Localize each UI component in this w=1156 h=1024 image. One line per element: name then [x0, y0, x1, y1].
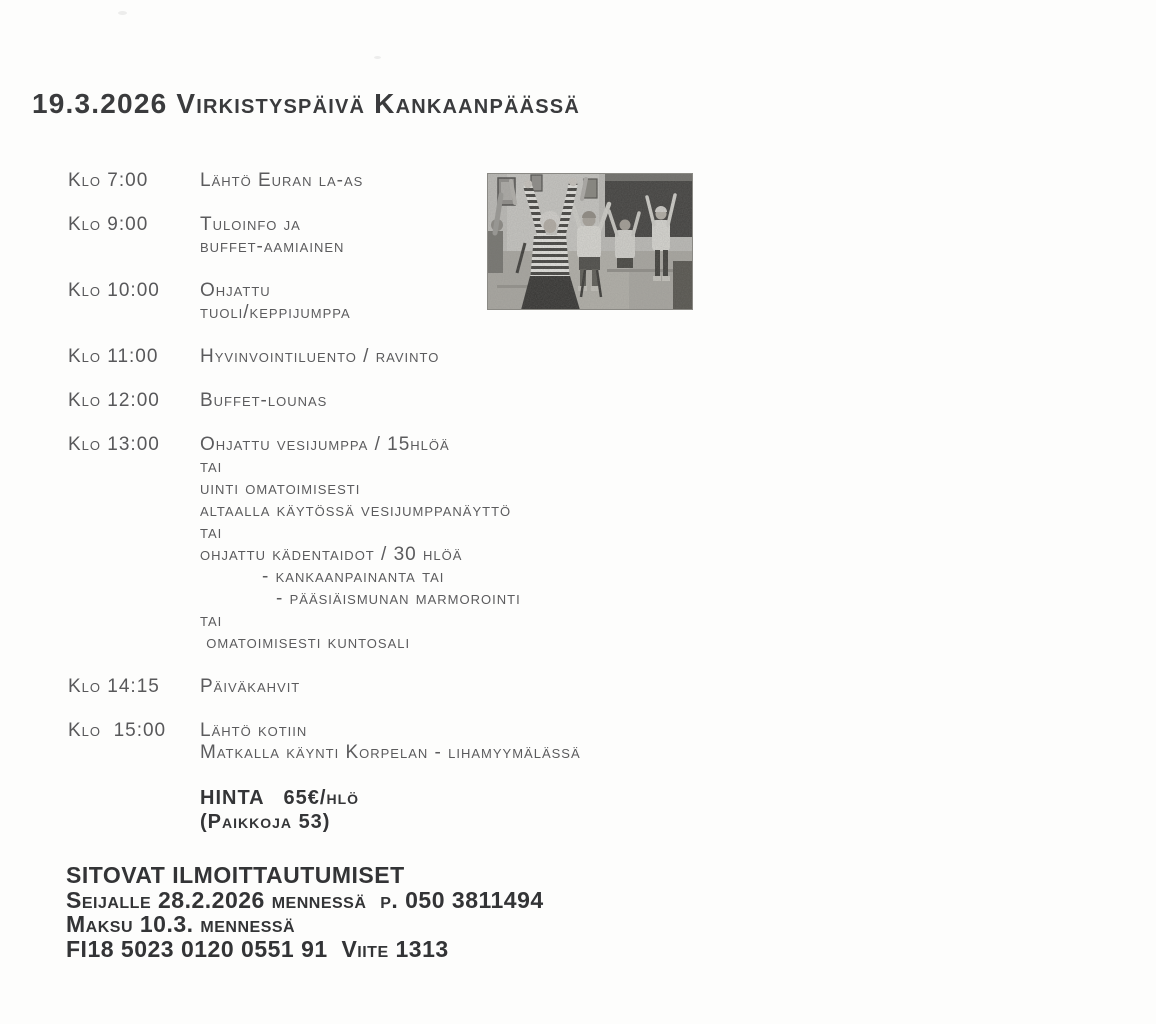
price-line: HINTA 65€/hlö: [200, 787, 360, 809]
schedule-time: Klo 12:00: [68, 390, 160, 411]
schedule-line: buffet-aamiainen: [200, 236, 345, 257]
schedule-time: Klo 9:00: [68, 214, 149, 235]
registration-deadline: Seijalle 28.2.2026 mennessä p. 050 3811494: [66, 886, 544, 913]
group-exercise-photo: [487, 173, 693, 310]
schedule-desc: [200, 676, 768, 698]
schedule-row: [68, 720, 768, 764]
schedule-desc: [200, 390, 768, 412]
registration-heading: SITOVAT ILMOITTAUTUMISET: [66, 862, 405, 888]
photo-grain-overlay: [487, 173, 693, 310]
schedule-time: Klo 15:00: [68, 720, 167, 741]
schedule-line: Tuloinfo ja: [200, 214, 301, 235]
schedule-line: Päiväkahvit: [200, 676, 301, 697]
schedule-row: [68, 434, 768, 654]
registration-block: [66, 863, 544, 961]
payment-deadline: Maksu 10.3. mennessä: [66, 911, 296, 937]
schedule-desc: [200, 720, 768, 764]
schedule-line: tuoli/keppijumppa: [200, 302, 351, 323]
schedule-line: uinti omatoimisesti: [200, 478, 361, 499]
schedule-line: ohjattu kädentaidot / 30 hlöä: [200, 544, 463, 565]
schedule-row: [68, 346, 768, 368]
schedule-time: Klo 11:00: [68, 346, 159, 367]
schedule-desc: [200, 346, 768, 368]
scan-artifact: [118, 11, 127, 15]
bank-account-line: FI18 5023 0120 0551 91 Viite 1313: [66, 935, 449, 962]
price-block: [68, 786, 768, 834]
schedule-time: Klo 14:15: [68, 676, 160, 697]
schedule-desc: [200, 434, 768, 654]
schedule-line: Buffet-lounas: [200, 390, 328, 411]
schedule-line: Ohjattu: [200, 280, 271, 301]
page-title: 19.3.2026 Virkistyspäivä Kankaanpäässä: [32, 88, 580, 119]
schedule-line: Lähtö kotiin: [200, 720, 308, 741]
schedule-line: Hyvinvointiluento / ravinto: [200, 346, 440, 367]
schedule-line: tai: [200, 522, 223, 543]
scan-artifact: [374, 56, 381, 59]
schedule-time: Klo 10:00: [68, 280, 160, 301]
capacity-line: (Paikkoja 53): [200, 811, 331, 833]
schedule-line: Lähtö Euran la-as: [200, 170, 364, 191]
schedule-time: Klo 7:00: [68, 170, 149, 191]
schedule-line: Ohjattu vesijumppa / 15hlöä: [200, 434, 450, 455]
schedule-line: altaalla käytössä vesijumppanäyttö: [200, 500, 512, 521]
schedule-line: tai: [200, 610, 223, 631]
schedule-line: omatoimisesti kuntosali: [200, 632, 411, 653]
schedule-row: [68, 390, 768, 412]
schedule-line: - kankaanpainanta tai: [262, 566, 445, 587]
price-desc: [200, 786, 768, 834]
schedule-line: Matkalla käynti Korpelan - lihamyymälässä: [200, 742, 581, 763]
schedule-row: [68, 676, 768, 698]
schedule-line: - pääsiäismunan marmorointi: [276, 588, 521, 609]
schedule-time: Klo 13:00: [68, 434, 160, 455]
schedule-line: tai: [200, 456, 223, 477]
